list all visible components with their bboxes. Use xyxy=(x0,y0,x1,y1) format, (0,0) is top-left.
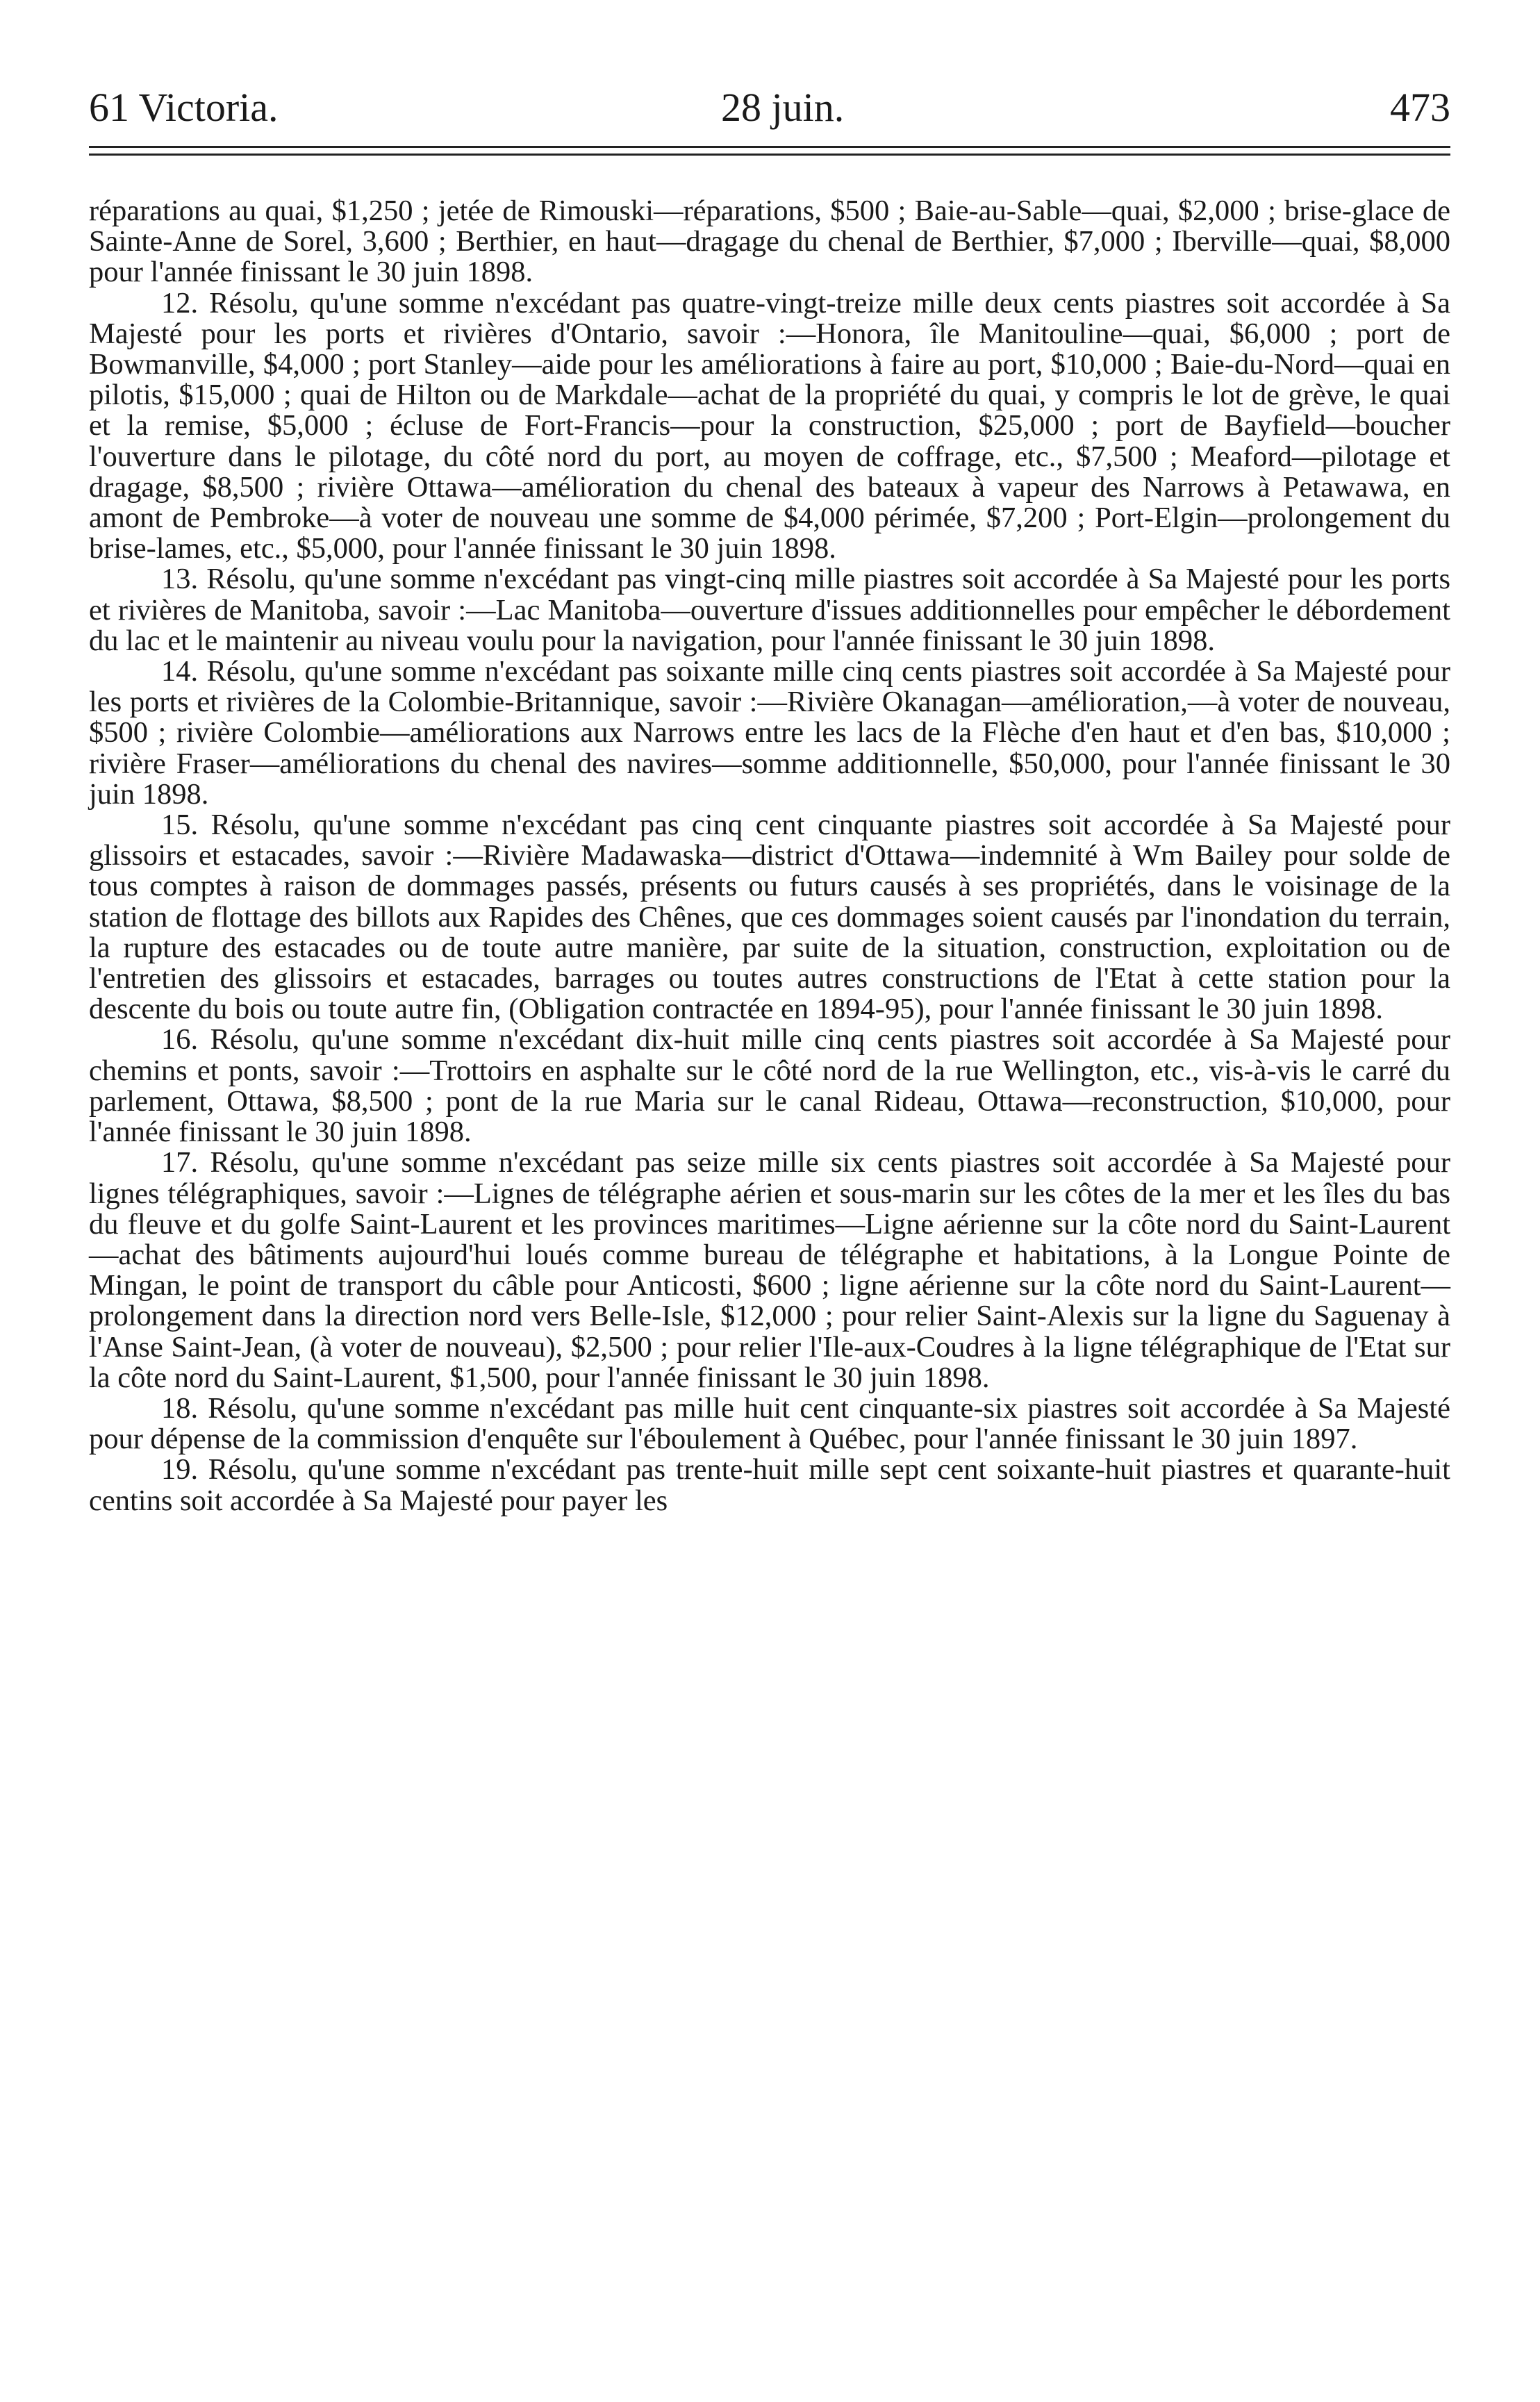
header-rule-top xyxy=(89,146,1450,148)
header-session: 61 Victoria. xyxy=(89,85,279,130)
paragraph-continuation: réparations au quai, $1,250 ; jetée de Rimouski—réparations, $500 ; Baie-au-Sable—quai, $2,000 ; brise-glace de Sainte-Anne de Sorel, 3,600 ; Berthier, en haut—dragage du chenal de Berthier, $7,000 ; Iberville—quai, $8,000 pour l'année finissant le 30 juin 1898. xyxy=(89,194,1450,289)
paragraph-13: 13. Résolu, qu'une somme n'excédant pas vingt-cinq mille piastres soit accordée à Sa Majesté pour les ports et rivières de Manitoba, savoir :—Lac Manitoba—ouverture d'issues additionnelles pour empêcher le débordement du lac et le maintenir au niveau voulu pour la navigation, pour l'année finissant le 30 juin 1898. xyxy=(89,563,1450,657)
paragraph-14: 14. Résolu, qu'une somme n'excédant pas soixante mille cinq cents piastres soit accordée à Sa Majesté pour les ports et rivières de la Colombie-Britannique, savoir :—Rivière Okanagan—amélioration,—à voter de nouveau, $500 ; rivière Colombie—améliorations aux Narrows entre les lacs de la Flèche d'en haut et d'en bas, $10,000 ; rivière Fraser—améliorations du chenal des navires—somme additionnelle, $50,000, pour l'année finissant le 30 juin 1898. xyxy=(89,655,1450,811)
body-text xyxy=(89,196,1450,1516)
paragraph-17: 17. Résolu, qu'une somme n'excédant pas seize mille six cents piastres soit accordée à Sa Majesté pour lignes télégraphiques, savoir :—Lignes de télégraphe aérien et sous-marin sur les côtes de la mer et les îles du bas du fleuve et du golfe Saint-Laurent et les provinces maritimes—Ligne aérienne sur la côte nord du Saint-Laurent—achat des bâtiments aujourd'hui loués comme bureau de télégraphe et habitations, à la Longue Pointe de Mingan, le point de transport du câble pour Anticosti, $600 ; ligne aérienne sur la côte nord du Saint-Laurent—prolongement dans la direction nord vers Belle-Isle, $12,000 ; pour relier Saint-Alexis sur la ligne du Saguenay à l'Anse Saint-Jean, (à voter de nouveau), $2,500 ; pour relier l'Ile-aux-Coudres à la ligne télégraphique de l'Etat sur la côte nord du Saint-Laurent, $1,500, pour l'année finissant le 30 juin 1898. xyxy=(89,1146,1450,1394)
page-number: 473 xyxy=(1390,85,1450,130)
paragraph-12: 12. Résolu, qu'une somme n'excédant pas quatre-vingt-treize mille deux cents piastres soit accordée à Sa Majesté pour les ports et rivières d'Ontario, savoir :—Honora, île Manitouline—quai, $6,000 ; port de Bowmanville, $4,000 ; port Stanley—aide pour les améliorations à faire au port, $10,000 ; Baie-du-Nord—quai en pilotis, $15,000 ; quai de Hilton ou de Markdale—achat de la propriété du quai, y compris le lot de grève, le quai et la remise, $5,000 ; écluse de Fort-Francis—pour la construction, $25,000 ; port de Bayfield—boucher l'ouverture dans le pilotage, du côté nord du port, au moyen de coffrage, etc., $7,500 ; Meaford—pilotage et dragage, $8,500 ; rivière Ottawa—amélioration du chenal des bateaux à vapeur des Narrows à Petawawa, en amont de Pembroke—à voter de nouveau une somme de $4,000 périmée, $7,200 ; Port-Elgin—prolongement du brise-lames, etc., $5,000, pour l'année finissant le 30 juin 1898. xyxy=(89,286,1450,565)
running-head xyxy=(89,83,1450,146)
header-rule-bottom xyxy=(89,154,1450,156)
paragraph-16: 16. Résolu, qu'une somme n'excédant dix-huit mille cinq cents piastres soit accordée à Sa Majesté pour chemins et ponts, savoir :—Trottoirs en asphalte sur le côté nord de la rue Wellington, etc., vis-à-vis le carré du parlement, Ottawa, $8,500 ; pont de la rue Maria sur le canal Rideau, Ottawa—reconstruction, $10,000, pour l'année finissant le 30 juin 1898. xyxy=(89,1023,1450,1149)
paragraph-15: 15. Résolu, qu'une somme n'excédant pas cinq cent cinquante piastres soit accordée à Sa Majesté pour glissoirs et estacades, savoir :—Rivière Madawaska—district d'Ottawa—indemnité à Wm Bailey pour solde de tous comptes à raison de dommages passés, présents ou futurs causés à ses propriétés, dans le voisinage de la station de flottage des billots aux Rapides des Chênes, que ces dommages soient causés par l'inondation du terrain, la rupture des estacades ou de toute autre manière, par suite de la situation, construction, exploitation ou de l'entretien des glissoirs et estacades, barrages ou toutes autres constructions de l'Etat à cette station pour la descente du bois ou toute autre fin, (Obligation contractée en 1894-95), pour l'année finissant le 30 juin 1898. xyxy=(89,809,1450,1026)
page xyxy=(89,83,1450,1516)
paragraph-19: 19. Résolu, qu'une somme n'excédant pas trente-huit mille sept cent soixante-huit piastres et quarante-huit centins soit accordée à Sa Majesté pour payer les xyxy=(89,1453,1450,1517)
paragraph-18: 18. Résolu, qu'une somme n'excédant pas mille huit cent cinquante-six piastres soit accordée à Sa Majesté pour dépense de la commission d'enquête sur l'éboulement à Québec, pour l'année finissant le 30 juin 1897. xyxy=(89,1391,1450,1456)
header-date: 28 juin. xyxy=(721,85,845,130)
